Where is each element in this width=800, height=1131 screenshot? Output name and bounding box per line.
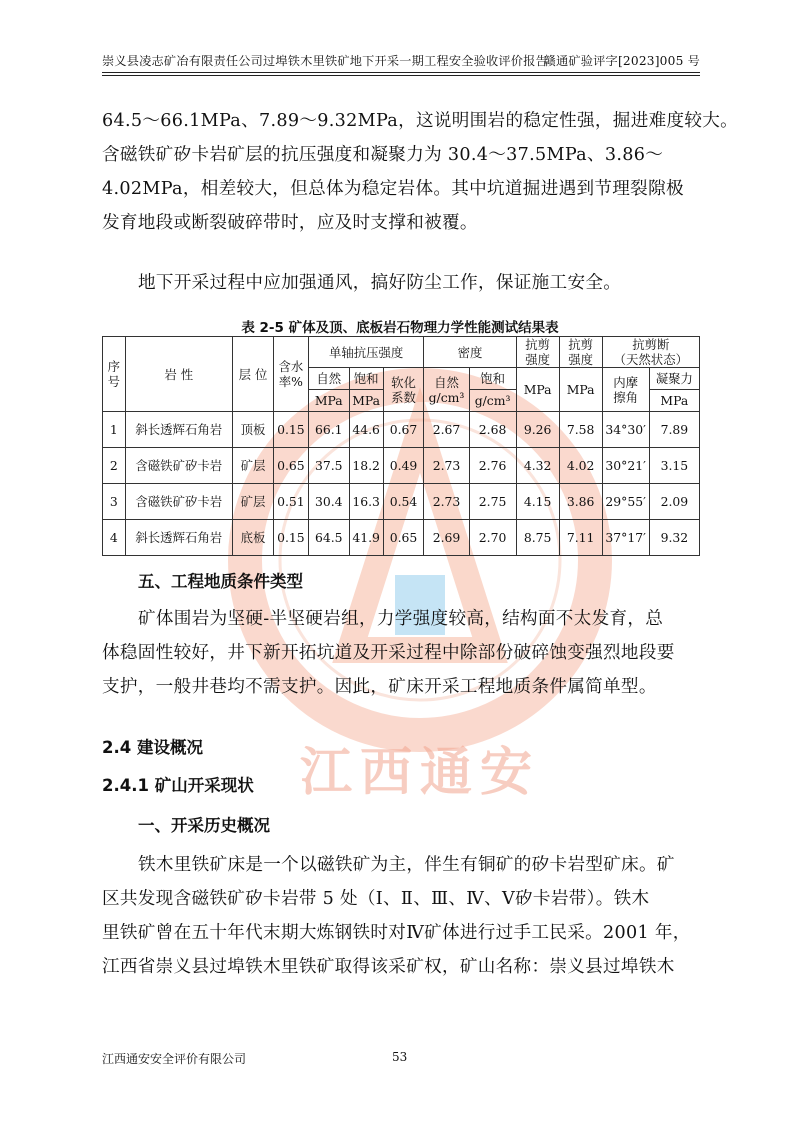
header-shear-strength-1: 抗剪 强度 [516, 337, 559, 368]
cell-density-natural: 2.67 [424, 412, 469, 448]
cell-density-saturated: 2.75 [469, 484, 516, 520]
page-header [102, 52, 700, 69]
table-row [103, 412, 700, 448]
intro-line: 4.02MPa，相差较大，但总体为稳定岩体。其中坑道掘进遇到节理裂隙极 [102, 179, 684, 199]
cell-shear-2: 4.02 [559, 448, 602, 484]
history-line: 区共发现含磁铁矿矽卡岩带 5 处（Ⅰ、Ⅱ、Ⅲ、Ⅳ、Ⅴ矽卡岩带）。铁木 [102, 889, 650, 909]
cell-rock: 含磁铁矿矽卡岩 [125, 448, 233, 484]
header-shear-strength-2: 抗剪 强度 [559, 337, 602, 368]
cell-uc-saturated: 44.6 [349, 412, 383, 448]
header-density: 密度 [424, 337, 516, 368]
cell-no: 3 [103, 484, 126, 520]
cell-uc-natural: 64.5 [308, 520, 349, 556]
header-friction: 内摩 擦角 [602, 368, 649, 412]
cell-shear-1: 8.75 [516, 520, 559, 556]
cell-water: 0.15 [273, 412, 308, 448]
cell-softening: 0.65 [383, 520, 424, 556]
footer-company: 江西通安安全评价有限公司 [102, 1052, 247, 1066]
header-rule [102, 72, 700, 73]
cell-no: 1 [103, 412, 126, 448]
section5-line: 支护，一般井巷均不需支护。因此，矿床开采工程地质条件属简单型。 [102, 677, 657, 697]
cell-density-natural: 2.73 [424, 484, 469, 520]
table-row [103, 484, 700, 520]
cell-density-saturated: 2.70 [469, 520, 516, 556]
cell-cohesion: 7.89 [649, 412, 699, 448]
intro-line: 发育地段或断裂破碎带时，应及时支撑和被覆。 [102, 213, 478, 233]
rock-properties-table [102, 336, 700, 556]
section5-line: 矿体围岩为坚硬-半坚硬岩组，力学强度较高，结构面不太发育，总 [138, 609, 664, 629]
cell-shear-2: 7.11 [559, 520, 602, 556]
cell-layer: 矿层 [233, 448, 274, 484]
watermark-text: 江西通安 [299, 743, 541, 803]
section-2-4-1-heading: 2.4.1 矿山开采现状 [102, 776, 254, 795]
history-heading: 一、开采历史概况 [138, 816, 270, 835]
header-softening: 软化 系数 [383, 368, 424, 412]
cell-cohesion: 9.32 [649, 520, 699, 556]
cell-shear-1: 4.15 [516, 484, 559, 520]
header-rule-thin [102, 75, 700, 76]
density-natural-label: 自然 [434, 374, 459, 390]
header-shear-break: 抗剪断 （天然状态） [602, 337, 699, 368]
cell-density-natural: 2.73 [424, 448, 469, 484]
cell-uc-natural: 37.5 [308, 448, 349, 484]
density-natural-unit: g/cm³ [428, 389, 465, 405]
history-paragraph [102, 848, 700, 984]
section5-paragraph [102, 602, 700, 704]
cell-shear-2: 3.86 [559, 484, 602, 520]
cell-softening: 0.67 [383, 412, 424, 448]
cell-layer: 底板 [233, 520, 274, 556]
section-2-4-heading: 2.4 建设概况 [102, 738, 203, 757]
table-header-row [103, 337, 700, 368]
table-row [103, 520, 700, 556]
cell-density-natural: 2.69 [424, 520, 469, 556]
header-natural: 自然 [308, 368, 349, 390]
history-line: 里铁矿曾在五十年代末期大炼钢铁时对Ⅳ矿体进行过手工民采。2001 年， [102, 923, 691, 943]
cell-shear-2: 7.58 [559, 412, 602, 448]
page-number: 53 [392, 1050, 408, 1064]
header-unit-mpa: MPa [516, 368, 559, 412]
cell-cohesion: 2.09 [649, 484, 699, 520]
cell-layer: 顶板 [233, 412, 274, 448]
header-density-saturated: 饱和 [469, 368, 516, 390]
cell-shear-1: 4.32 [516, 448, 559, 484]
cell-uc-saturated: 41.9 [349, 520, 383, 556]
table-row [103, 448, 700, 484]
cell-friction: 30°21′ [602, 448, 649, 484]
cell-water: 0.65 [273, 448, 308, 484]
history-line: 铁木里铁矿床是一个以磁铁矿为主，伴生有铜矿的矽卡岩型矿床。矿 [138, 855, 675, 875]
cell-no: 4 [103, 520, 126, 556]
header-unit-mpa: MPa [308, 390, 349, 412]
intro-line: 64.5～66.1MPa、7.89～9.32MPa，这说明围岩的稳定性强，掘进难度较大。 [102, 111, 739, 131]
header-unit-mpa: MPa [349, 390, 383, 412]
intro-line: 含磁铁矿矽卡岩矿层的抗压强度和凝聚力为 30.4～37.5MPa、3.86～ [102, 145, 664, 165]
header-title: 崇义县凌志矿冶有限责任公司过埠铁木里铁矿地下开采一期工程安全验收评价报告 [102, 54, 548, 68]
header-cohesion: 凝聚力 [649, 368, 699, 390]
header-density-natural [424, 368, 469, 412]
cell-rock: 斜长透辉石角岩 [125, 412, 233, 448]
cell-softening: 0.49 [383, 448, 424, 484]
cell-friction: 37°17′ [602, 520, 649, 556]
header-rock: 岩 性 [125, 337, 233, 412]
cell-rock: 斜长透辉石角岩 [125, 520, 233, 556]
header-uniaxial: 单轴抗压强度 [308, 337, 424, 368]
section5-line: 体稳固性较好，井下新开拓坑道及开采过程中除部份破碎蚀变强烈地段要 [102, 643, 675, 663]
intro-paragraph [102, 104, 739, 240]
header-unit-density: g/cm³ [469, 390, 516, 412]
header-doc-number: 赣通矿验评字[2023]005 号 [543, 54, 700, 68]
header-saturated: 饱和 [349, 368, 383, 390]
cell-uc-natural: 30.4 [308, 484, 349, 520]
cell-softening: 0.54 [383, 484, 424, 520]
ventilation-paragraph: 地下开采过程中应加强通风，搞好防尘工作，保证施工安全。 [138, 273, 622, 293]
cell-shear-1: 9.26 [516, 412, 559, 448]
cell-friction: 34°30′ [602, 412, 649, 448]
cell-density-saturated: 2.68 [469, 412, 516, 448]
header-seq: 序 号 [103, 337, 126, 412]
cell-density-saturated: 2.76 [469, 448, 516, 484]
table-caption: 表 2-5 矿体及顶、底板岩石物理力学性能测试结果表 [241, 320, 559, 336]
section5-heading: 五、工程地质条件类型 [138, 572, 303, 591]
header-unit-mpa: MPa [649, 390, 699, 412]
cell-uc-saturated: 18.2 [349, 448, 383, 484]
history-line: 江西省崇义县过埠铁木里铁矿取得该采矿权，矿山名称：崇义县过埠铁木 [102, 957, 675, 977]
header-water: 含水 率% [273, 337, 308, 412]
cell-no: 2 [103, 448, 126, 484]
cell-layer: 矿层 [233, 484, 274, 520]
cell-cohesion: 3.15 [649, 448, 699, 484]
cell-uc-saturated: 16.3 [349, 484, 383, 520]
cell-rock: 含磁铁矿矽卡岩 [125, 484, 233, 520]
header-unit-mpa: MPa [559, 368, 602, 412]
cell-friction: 29°55′ [602, 484, 649, 520]
header-layer: 层 位 [233, 337, 274, 412]
cell-water: 0.51 [273, 484, 308, 520]
cell-uc-natural: 66.1 [308, 412, 349, 448]
cell-water: 0.15 [273, 520, 308, 556]
